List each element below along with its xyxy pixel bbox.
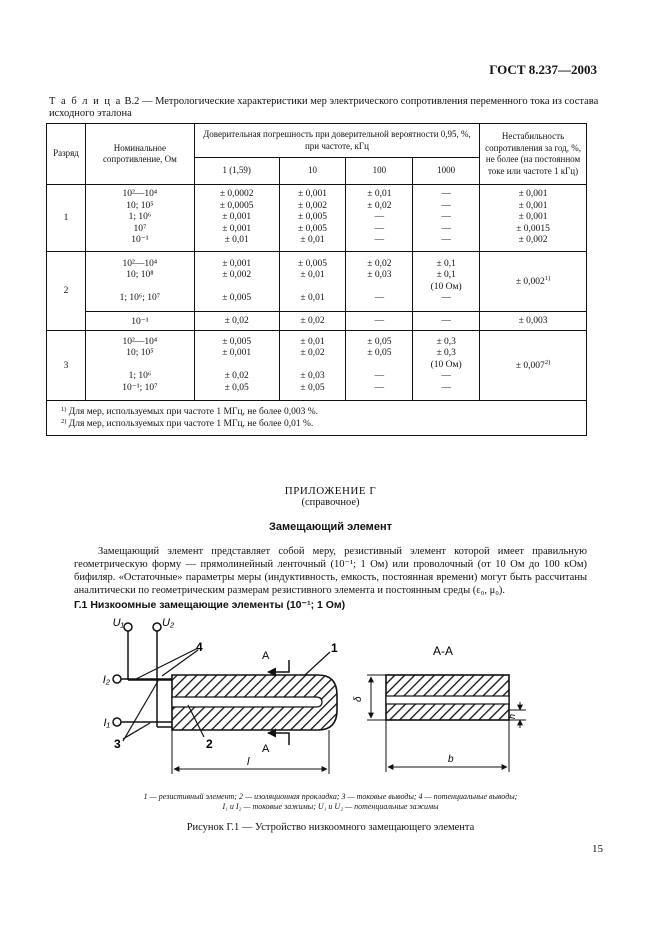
footnote-ref: 1) [544,274,551,282]
cell-line: — [374,293,385,303]
document-code: ГОСТ 8.237—2003 [489,62,597,77]
label-a-bottom: А [262,743,270,755]
cell-line: (10 Ом) [430,281,462,292]
cell-line: — [441,223,451,234]
cell-line: ± 0,005 [298,258,327,269]
header-freq: 10 [279,158,346,185]
cell-line: ± 0,01 [367,189,392,200]
footnote [61,418,572,430]
cell-line: ± 0,01 [300,270,325,280]
f10-cell [279,331,346,401]
grade-cell: 3 [47,331,86,401]
cell-line: ± 0,3 [436,348,456,359]
cell-line: ± 0,03 [300,371,325,382]
cell-line: ± 0,001 [222,258,252,269]
cell-line: ± 0,01 [300,336,325,347]
cell-line [282,282,344,294]
cell-line: 10; 10⁵ [126,200,154,211]
legend-line: 1 — резистивный элемент; 2 — изоляционная прокладка; 3 — токовые выводы; 4 — потенциальные выводы; [143,792,518,801]
cell-line: 1; 10⁶ [128,212,152,223]
label-i1: I₁ [103,717,110,729]
footnote [61,406,572,418]
cell-line: 10²—10⁴ [122,336,158,347]
f100-cell [346,331,413,401]
instability-cell [480,331,587,401]
cell-line: ± 0,005 [298,223,327,234]
current-terminal-i2 [113,675,175,683]
cell-line: ± 0,0005 [219,200,254,211]
table-caption [49,96,614,120]
cell-line: ± 0,0015 [516,223,550,234]
cell-line: ± 0,05 [367,336,392,347]
nominal-cell [85,331,194,401]
header-freq: 100 [346,158,413,185]
header-freq: 1000 [413,158,480,185]
cell-line: — [441,371,451,382]
f10-cell [279,185,346,252]
cell-line: — [441,382,451,393]
cell-line: — [441,189,451,200]
cell-line: — [374,371,385,382]
cell-line: — [441,212,451,223]
f100-cell: — [346,312,413,331]
insulating-spacer [172,697,322,707]
cell-line: 10⁻¹; 10⁷ [122,382,158,393]
subsection-heading: Г.1 Низкоомные замещающие элементы (10⁻¹; 1 Ом) [74,599,346,611]
cell-line: ± 0,05 [300,382,325,393]
cell-line [348,282,410,294]
body-paragraph: Замещающий элемент представляет собой меру, резистивный элемент которой имеет правильную геометрическую форму — прямолинейный ленточный (10⁻¹; 1 Ом) или проволочный (от 10 Ом до 100 кОм) бифиляр. «Остаточные» параметры меры (индуктивность, емкость, постоянная времени) могут быть рассчитаны аналитически по геометрическим размерам резистивного элемента и постоянным среды (ε₀, μ₀). [74,546,587,596]
cell-line: — [441,235,451,246]
table-row [47,252,587,312]
cell-line: ± 0,01 [224,235,249,246]
cell-line: ± 0,001 [222,223,252,234]
cell-line: 1; 10⁶; 10⁷ [119,293,161,303]
instability-cell [480,185,587,252]
metrology-table [46,123,587,436]
label-i2: I₂ [102,674,110,686]
f100-cell [346,252,413,312]
cell-line [88,360,192,372]
cell-line: ± 0,02 [367,258,392,269]
cell-line: 10²—10⁴ [122,189,158,200]
cell-line: ± 0,001 [222,212,252,223]
f1-cell [194,331,279,401]
leader-1 [305,652,330,675]
header-instability: Нестабильность сопротивления за год, %, не более (на постоянном токе или частоте 1 кГц) [480,124,587,185]
grade-cell: 2 [47,252,86,331]
cell-line: — [374,212,385,223]
cell-line: ± 0,02 [367,200,392,211]
header-grade: Разряд [47,124,86,185]
cell-line: ± 0,001 [518,200,548,211]
table-row [47,312,587,331]
nominal-cell [85,185,194,252]
label-u1: U₁ [112,617,124,629]
table-header-row [47,124,587,158]
cell-line: ± 0,1 [436,258,456,269]
cell-line: 10²—10⁴ [122,258,158,269]
label-1: 1 [331,641,338,655]
table-row [47,185,587,252]
f1000-cell [413,252,480,312]
cell-line: ± 0,02 [224,371,249,382]
cell-line: ± 0,3 [436,336,456,347]
cell-line: ± 0,1 [436,270,456,280]
cell-line: 10; 10⁸ [126,270,154,280]
cell-line [88,282,192,294]
footnote-ref: 2) [544,358,551,366]
grade-cell: 1 [47,185,86,252]
f1-cell: ± 0,02 [194,312,279,331]
label-3: 3 [114,737,121,751]
table-row [47,331,587,401]
f1-cell [194,252,279,312]
footnote-mark: 2) [61,418,67,425]
footnote-mark: 1) [61,406,67,413]
cell-line: ± 0,03 [367,270,392,280]
instability-value: ± 0,007 [515,360,545,371]
instability-cell: ± 0,003 [480,312,587,331]
label-a-top: А [262,650,270,662]
cell-line: ± 0,002 [518,235,548,246]
section-heading: Замещающий элемент [269,521,392,533]
label-u2: U₂ [162,617,175,629]
cell-line: ± 0,005 [298,212,327,223]
appendix-title: ПРИЛОЖЕНИЕ Г [284,485,377,497]
nominal-cell: 10⁻¹ [85,312,194,331]
current-terminal-i1 [113,718,175,726]
cell-line: ± 0,005 [222,293,252,303]
cell-line: — [374,223,385,234]
section-mark-bottom [268,733,289,745]
leader-3 [123,681,158,741]
cell-line: 10⁻¹ [131,235,149,246]
label-l: l [247,756,250,768]
footnote-text: Для мер, используемых при частоте 1 МГц, не более 0,01 %. [68,419,314,429]
header-uncertainty: Доверительная погрешность при доверительной вероятности 0,95, %, при частоте, кГц [194,124,479,158]
cell-line [197,282,277,294]
label-4: 4 [196,640,203,654]
table-caption-prefix: Т а б л и ц а [49,96,122,107]
instability-cell [480,252,587,312]
label-h: h [507,713,517,719]
header-freq: 1 (1,59) [194,158,279,185]
label-delta: δ [353,696,364,702]
nominal-cell [85,252,194,312]
cell-line: (10 Ом) [430,359,462,370]
cell-line: ± 0,002 [298,200,327,211]
cell-line: 10⁷ [133,223,147,234]
page-number: 15 [592,843,603,855]
leader-3 [123,723,150,739]
cell-line: 10; 10⁵ [126,348,154,359]
section-mark-top [268,660,289,672]
f1000-cell [413,185,480,252]
cell-line: ± 0,001 [518,212,548,223]
cell-line: — [441,293,451,303]
cell-line: ± 0,001 [298,189,327,200]
figure-diagram [0,610,661,790]
cell-line: — [441,200,451,211]
cell-line: ± 0,02 [300,348,325,359]
cell-line: — [374,235,385,246]
table-footnotes-row [47,401,587,436]
cell-line: ± 0,01 [300,293,325,303]
cell-line: ± 0,001 [222,348,252,359]
f10-cell [279,252,346,312]
cell-line [348,360,410,372]
legend-line: I₁ и I₂ — токовые зажимы; U₁ и U₂ — потенциальные зажимы [222,802,439,811]
cell-line: ± 0,005 [222,336,252,347]
section-title: А-А [433,644,454,658]
instability-value: ± 0,002 [515,276,545,287]
f10-cell: ± 0,02 [279,312,346,331]
table-footnotes [47,401,587,436]
f1000-cell: — [413,312,480,331]
figure-legend [60,792,601,812]
cell-line: ± 0,0002 [219,189,254,200]
label-b: b [448,754,454,765]
cell-line [282,360,344,372]
cell-line: 1; 10⁶ [128,371,152,382]
cell-line [197,360,277,372]
cell-line: ± 0,05 [367,348,392,359]
section-spacer [386,696,509,704]
footnote-text: Для мер, используемых при частоте 1 МГц, не более 0,003 %. [68,407,319,417]
f100-cell [346,185,413,252]
label-2: 2 [206,737,213,751]
f1000-cell [413,331,480,401]
f1-cell [194,185,279,252]
cell-line: ± 0,002 [222,270,252,280]
table-caption-text: В.2 — Метрологические характеристики мер электрического сопротивления переменного тока из состава исходного эталона [49,96,599,119]
figure-caption: Рисунок Г.1 — Устройство низкоомного замещающего элемента [186,822,475,833]
cell-line: ± 0,01 [300,235,325,246]
cell-line: ± 0,001 [518,189,548,200]
appendix-type: (справочное) [301,497,360,508]
cell-line: ± 0,05 [224,382,249,393]
cell-line: — [374,382,385,393]
header-nominal: Номинальное сопротивление, Ом [85,124,194,185]
